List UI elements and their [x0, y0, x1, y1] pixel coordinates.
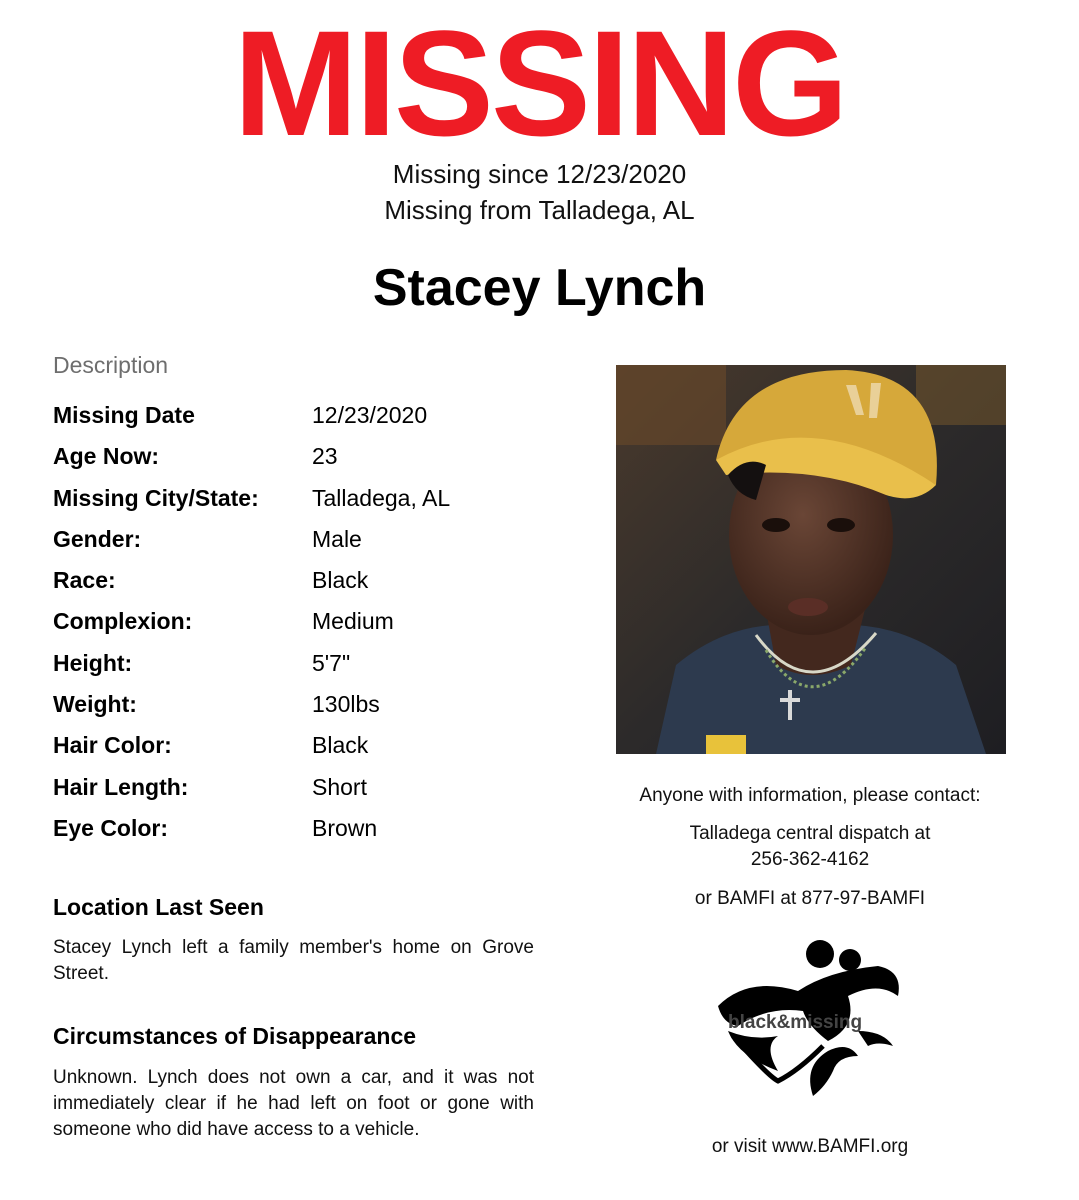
detail-value: 12/23/2020	[312, 402, 428, 428]
detail-value: 5'7"	[312, 649, 351, 676]
detail-row	[53, 478, 573, 519]
detail-value: Brown	[312, 814, 378, 841]
logo-brand-text: black&missing	[728, 1012, 863, 1033]
detail-value: Male	[312, 525, 362, 552]
detail-label: Complexion:	[53, 608, 193, 635]
contact-dispatch-line1: Talladega central dispatch at	[689, 823, 931, 844]
detail-row	[53, 601, 573, 642]
detail-row	[53, 436, 573, 477]
person-name: Stacey Lynch	[372, 259, 707, 317]
detail-value: Black	[312, 567, 369, 594]
detail-value: Short	[312, 773, 367, 800]
detail-value: Talladega, AL	[312, 484, 451, 511]
detail-row	[53, 560, 573, 601]
black-and-missing-logo	[708, 936, 908, 1106]
detail-value: Black	[312, 732, 369, 759]
contact-intro: Anyone with information, please contact:	[639, 785, 981, 806]
missing-since-text: Missing since 12/23/2020	[392, 159, 687, 189]
circumstances-text: Unknown. Lynch does not own a car, and it was not immediately clear if he had left on foot or gone with someone who did have access to a vehicle.	[53, 1067, 534, 1140]
logo-mark	[708, 936, 908, 1106]
detail-row	[53, 767, 573, 808]
details-table	[53, 395, 573, 849]
detail-label: Age Now:	[53, 443, 160, 470]
detail-row	[53, 808, 573, 849]
circumstances-heading: Circumstances of Disappearance	[53, 1023, 417, 1049]
description-heading: Description	[53, 352, 169, 378]
detail-label: Race:	[53, 567, 116, 594]
detail-label: Gender:	[53, 525, 142, 552]
location-text: Stacey Lynch left a family member's home on Grove Street.	[53, 937, 534, 984]
detail-label: Missing City/State:	[53, 484, 259, 511]
location-heading: Location Last Seen	[53, 894, 264, 920]
detail-row	[53, 643, 573, 684]
missing-from-text: Missing from Talladega, AL	[384, 195, 695, 225]
detail-label: Missing Date	[53, 402, 195, 428]
detail-label: Hair Length:	[53, 773, 189, 800]
detail-row	[53, 395, 573, 436]
person-photo	[616, 365, 1006, 754]
detail-value: 130lbs	[312, 691, 380, 718]
detail-value: Medium	[312, 608, 394, 635]
missing-headline: MISSING	[233, 0, 846, 167]
contact-dispatch-phone: 256-362-4162	[750, 849, 870, 870]
missing-info	[0, 156, 1079, 228]
detail-label: Eye Color:	[53, 814, 169, 841]
detail-label: Hair Color:	[53, 732, 172, 759]
contact-website: or visit www.BAMFI.org	[711, 1136, 909, 1157]
person-photo-image	[616, 365, 1006, 754]
detail-row	[53, 684, 573, 725]
detail-row	[53, 725, 573, 766]
detail-label: Height:	[53, 649, 133, 676]
detail-label: Weight:	[53, 691, 137, 718]
detail-row	[53, 519, 573, 560]
detail-value: 23	[312, 443, 338, 470]
contact-bamfi-phone: or BAMFI at 877-97-BAMFI	[694, 888, 926, 909]
